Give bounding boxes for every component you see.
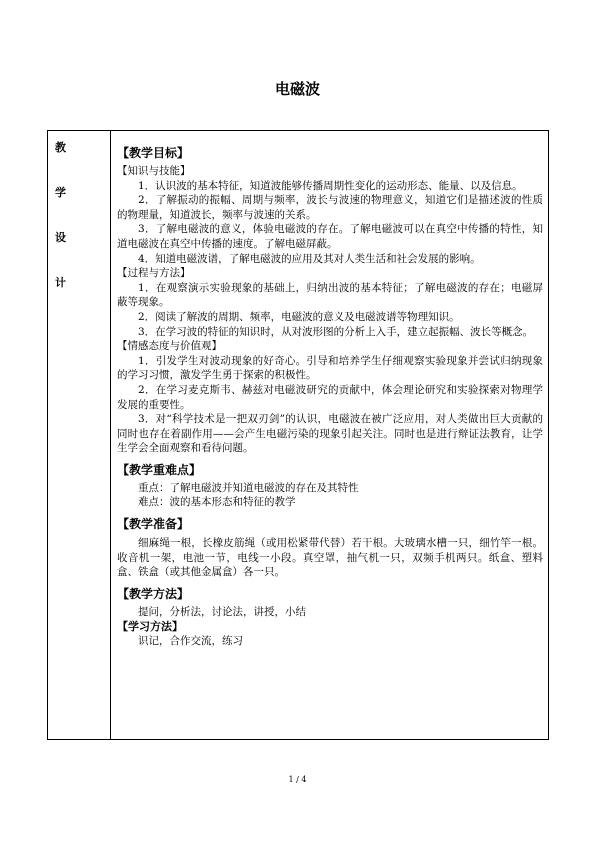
process-item: 3．在学习波的特征的知识时，从对波形图的分析上入手，建立起振幅、波长等概念。	[138, 325, 534, 338]
study-heading: 【学习方法】	[117, 620, 183, 634]
page-title: 电磁波	[274, 80, 320, 98]
side-label-column	[48, 131, 111, 739]
method-text: 提问，分析法，讨论法，讲授，小结	[138, 605, 306, 618]
emotion-item: 1．引发学生对波动现象的好奇心。引导和培养学生仔细观察实验现象并尝试归纳现象的学习习惯，激发学生勇于探索的积极性。	[117, 354, 543, 382]
page-number: 1 / 4	[288, 775, 307, 784]
prep-heading: 【教学准备】	[117, 517, 190, 532]
study-text: 识记，合作交流，练习	[138, 635, 243, 648]
goal-heading: 【教学目标】	[117, 146, 190, 160]
lesson-content	[117, 135, 543, 649]
knowledge-heading: 【知识与技能】	[117, 165, 191, 177]
prep-text: 细麻绳一根，长橡皮筋绳（或用松紧带代替）若干根。大玻璃水槽一只，细竹竿一根。收音机一架，电池一节，电线一小段。真空罩，抽气机一只，双频手机两只。纸盒、塑料盒、铁盒（或其他金属盒）各一只。	[117, 537, 543, 579]
knowledge-item: 2．了解振动的振幅、周期与频率，波长与波速的物理意义，知道它们是描述波的性质的物理量，知道波长，频率与波速的关系。	[117, 194, 543, 221]
method-heading: 【教学方法】	[117, 586, 190, 601]
keypoint-item: 难点：波的基本形态和特征的教学	[138, 496, 296, 509]
knowledge-item: 1．认识波的基本特征，知道波能够传播周期性变化的运动形态、能量、以及信息。	[138, 179, 523, 192]
process-item: 1．在观察演示实验现象的基础上，归纳出波的基本特征；了解电磁波的存在；电磁屏蔽等现象。	[117, 281, 543, 309]
process-item: 2．阅读了解波的周期、频率，电磁波的意义及电磁波谱等物理知识。	[138, 310, 460, 323]
knowledge-item: 4．知道电磁波谱，了解电磁波的应用及其对人类生活和社会发展的影响。	[138, 252, 481, 265]
lesson-table	[47, 130, 549, 740]
emotion-item: 2．在学习麦克斯韦、赫兹对电磁波研究的贡献中，体会理论研究和实验探索对物理学发展的重要性。	[117, 383, 543, 411]
side-char-4: 计	[55, 276, 66, 289]
keypoint-item: 重点：了解电磁波并知道电磁波的存在及其特性	[138, 481, 359, 494]
emotion-heading: 【情感态度与价值观】	[117, 340, 222, 353]
side-char-2: 学	[55, 186, 66, 199]
side-char-1: 教	[55, 141, 66, 154]
process-heading: 【过程与方法】	[117, 267, 191, 280]
side-char-3: 设	[55, 231, 66, 244]
keypoints-heading: 【教学重难点】	[117, 462, 202, 477]
knowledge-item: 3．了解电磁波的意义，体验电磁波的存在。了解电磁波可以在真空中传播的特性，知道电磁波在真空中传播的速度。了解电磁屏蔽。	[117, 223, 543, 250]
emotion-item: 3．对“科学技术是一把双刃剑”的认识，电磁波在被广泛应用，对人类做出巨大贡献的同时也存在着副作用——会产生电磁污染的现象引起关注。同时也是进行辩证法教育，让学生学会全面观察和看待问题。	[117, 413, 543, 455]
